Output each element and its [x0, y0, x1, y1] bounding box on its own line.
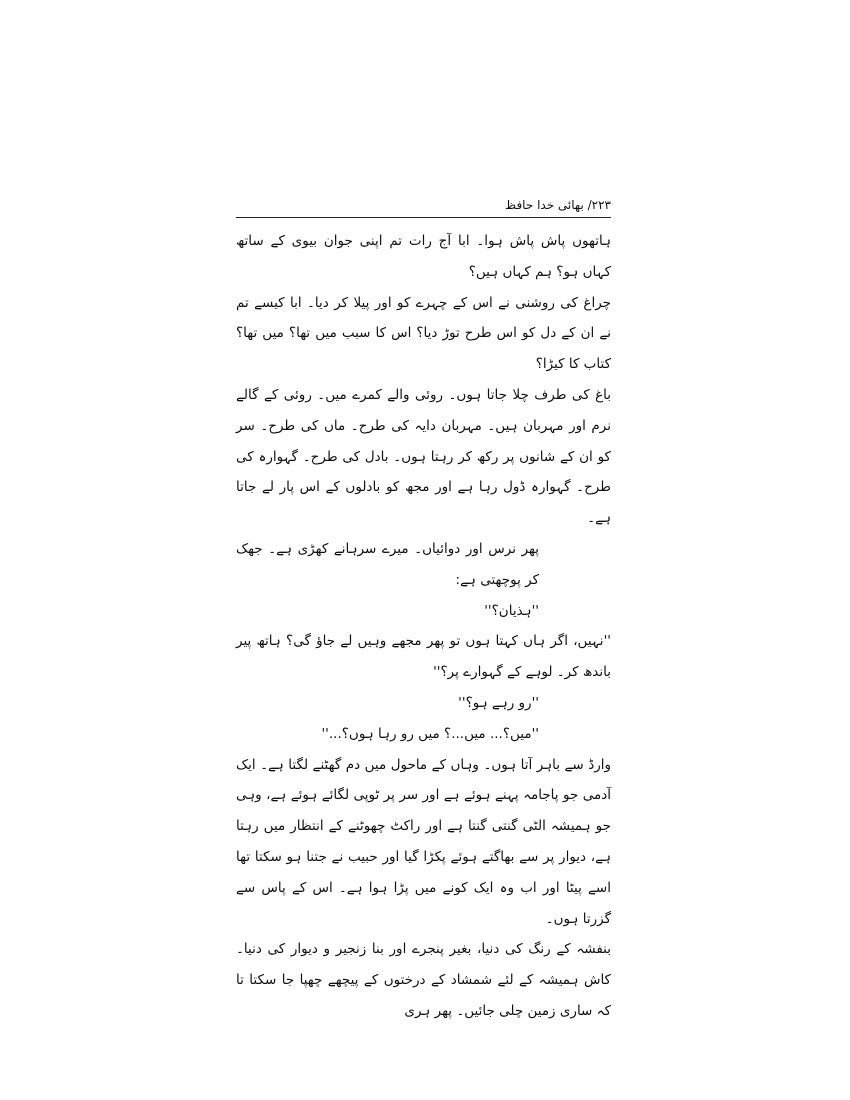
dialogue-line: ''نہیں، اگر ہاں کہتا ہوں تو پھر مجھے وہیں لے جاؤ گی؟ ہاتھ پیر باندھ کر۔ لوہے کے گہوارے پر؟'' [236, 633, 611, 681]
dialogue-line: ''میں؟... میں...؟ میں رو رہا ہوں؟...'' [321, 725, 539, 742]
paragraph: وارڈ سے باہر آتا ہوں۔ وہاں کے ماحول میں دم گھٹنے لگتا ہے۔ ایک آدمی جو پاجامہ پہنے ہوئے ہے اور سر پر ٹوپی لگائے ہوئے ہے، وہی جو ہمیشہ الٹی گنتی گنتا ہے اور راکٹ چھوٹنے کے انتظار میں رہتا ہے، دیوار پر سے بھاگتے ہوئے پکڑا گیا اور حبیب نے جتنا ہو سکتا تھا اسے پیٹا اور اب وہ ایک کونے میں پڑا ہوا ہے۔ اس کے پاس سے گزرتا ہوں۔ [236, 756, 611, 927]
dialogue-line: ''ہذیان؟'' [484, 602, 539, 619]
running-head-text: ۲۲۳/ بھائی خدا حافظ [505, 198, 611, 212]
paragraph: ہاتھوں پاش پاش ہوا۔ ابا آج رات تم اپنی جوان بیوی کے ساتھ کہاں ہو؟ ہم کہاں ہیں؟ [236, 233, 611, 280]
paragraph: پھر نرس اور دوائیاں۔ میرے سرہانے کھڑی ہے۔ جھک کر پوچھتی ہے: [236, 540, 539, 588]
paragraph: بنفشہ کے رنگ کی دنیا، بغیر پنجرے اور بنا زنجیر و دیوار کی دنیا۔ کاش ہمیشہ کے لئے شمشاد کے درختوں کے پیچھے چھپا جا سکتا تا کہ ساری زمین چلی جائیں۔ پھر ہری [236, 941, 611, 1019]
body-text [236, 226, 611, 1019]
paragraph: چراغ کی روشنی نے اس کے چہرے کو اور پیلا کر دیا۔ ابا کیسے تم نے ان کے دل کو اس طرح توڑ دیا؟ اس کا سبب میں تھا؟ میں تھا؟ کتاب کا کیڑا؟ [236, 294, 611, 373]
dialogue-line: ''رو رہے ہو؟'' [458, 694, 539, 711]
paragraph: باغ کی طرف چلا جاتا ہوں۔ روئی والے کمرے میں۔ روئی کے گالے نرم اور مہربان ہیں۔ مہربان دایہ کی طرح۔ ماں کی طرح۔ سر کو ان کے شانوں پر رکھ کر رہتا ہوں۔ بادل کی طرح۔ گہوارہ کی طرح۔ گہوارہ ڈول رہا ہے اور مجھ کو بادلوں کے اس پار لے جاتا ہے۔ [236, 386, 611, 527]
running-header [236, 192, 611, 218]
